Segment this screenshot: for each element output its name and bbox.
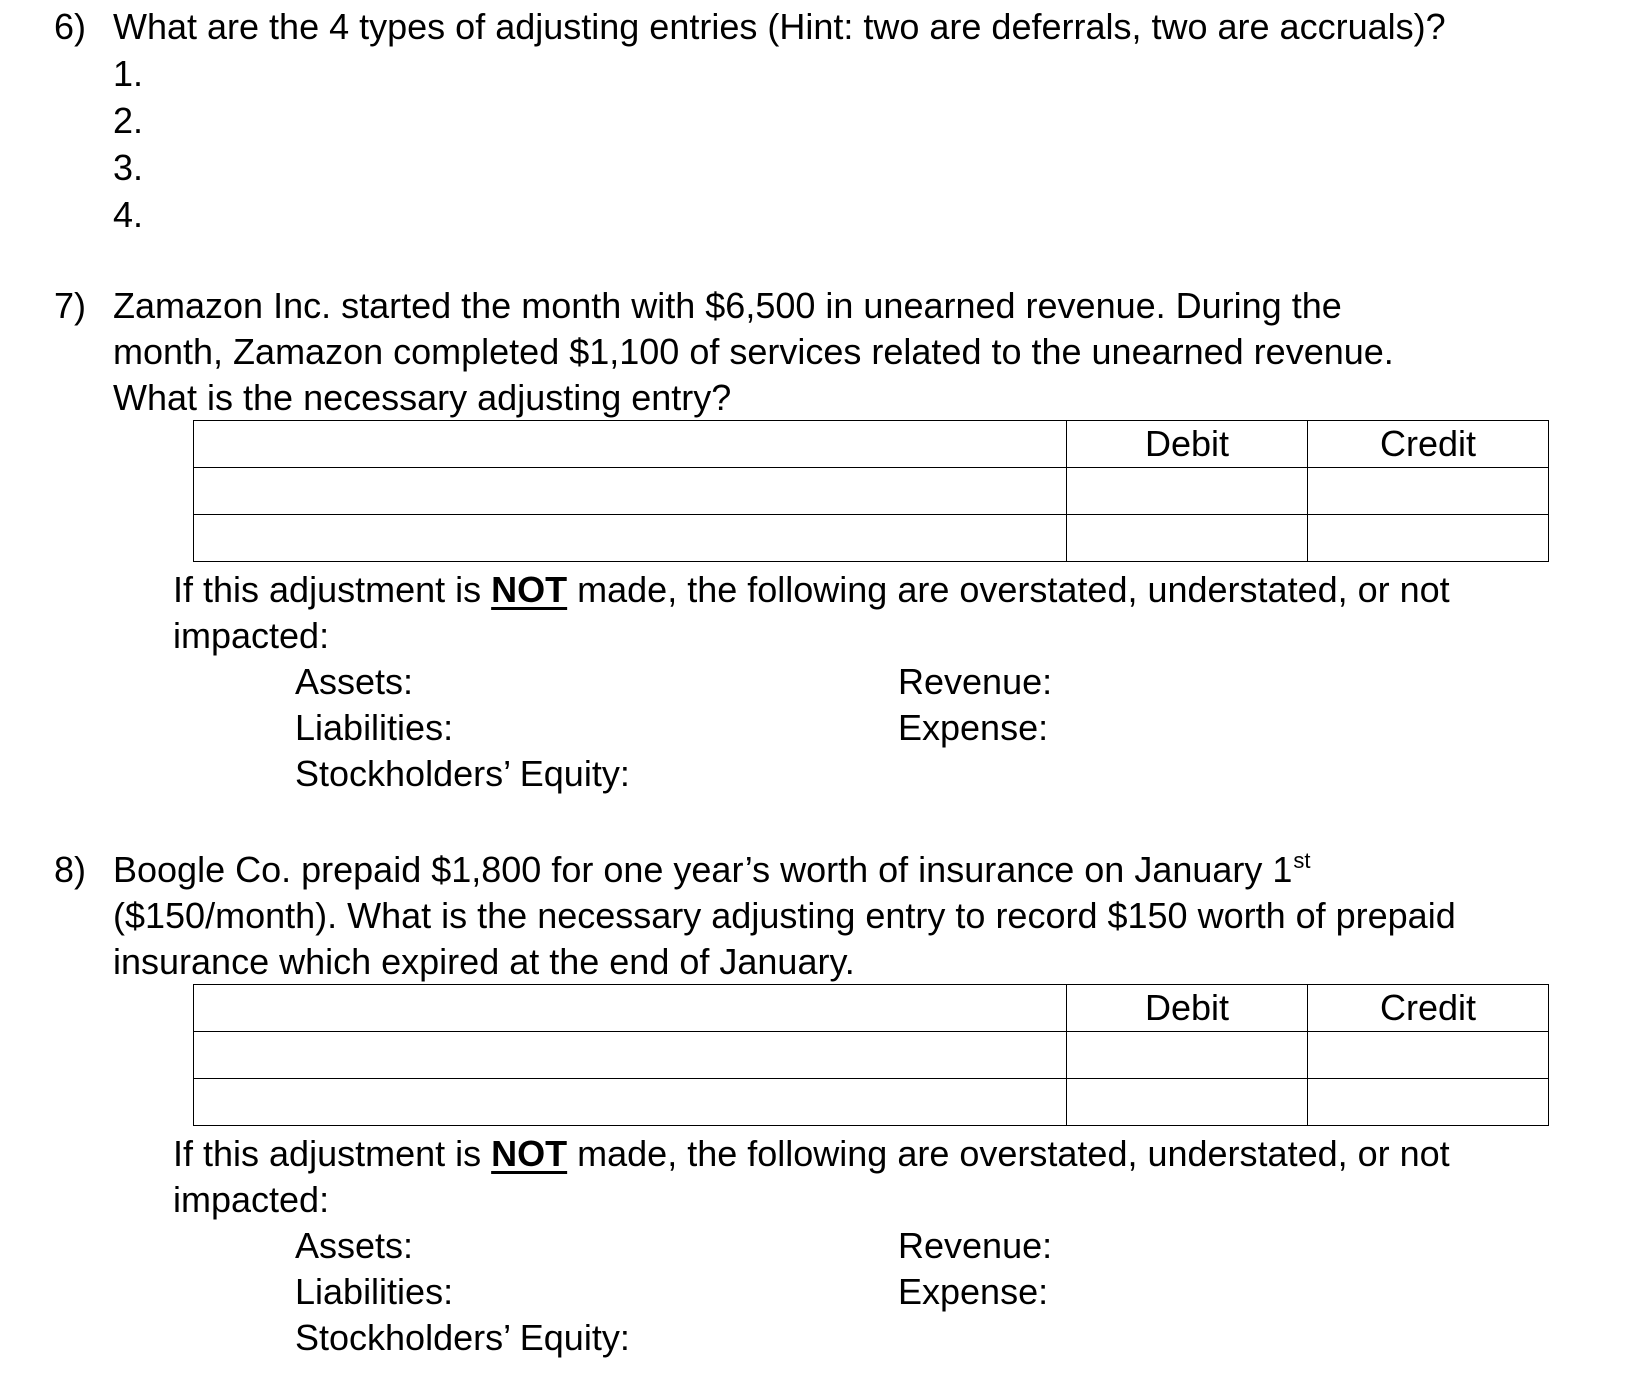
q8-journal-table — [193, 984, 1549, 1126]
credit-cell[interactable] — [1308, 1079, 1549, 1126]
credit-cell[interactable] — [1308, 468, 1549, 515]
q8-assets-label: Assets: — [295, 1225, 414, 1266]
account-cell[interactable] — [194, 1079, 1067, 1126]
q8-line-1 — [113, 847, 1311, 898]
q8-liabilities-label: Liabilities: — [295, 1271, 454, 1312]
q7-journal-table — [193, 420, 1549, 562]
q7-number: 7) — [54, 285, 87, 326]
q8-impact-not: NOT — [491, 1133, 568, 1174]
credit-header: Credit — [1308, 985, 1549, 1032]
table-row — [194, 1032, 1549, 1079]
q7-line-1: Zamazon Inc. started the month with $6,500 in unearned revenue. During the — [113, 285, 1342, 326]
account-cell[interactable] — [194, 985, 1067, 1032]
table-row — [194, 985, 1549, 1032]
debit-header: Debit — [1067, 985, 1308, 1032]
q8-impact-prefix: If this adjustment is — [173, 1133, 492, 1174]
q7-liabilities-label: Liabilities: — [295, 707, 454, 748]
credit-header: Credit — [1308, 421, 1549, 468]
q7-impact-prefix: If this adjustment is — [173, 569, 492, 610]
account-cell[interactable] — [194, 421, 1067, 468]
q6-item-1: 1. — [113, 53, 144, 94]
debit-cell[interactable] — [1067, 1079, 1308, 1126]
q6-question: What are the 4 types of adjusting entries (Hint: two are deferrals, two are accruals)? — [113, 6, 1446, 47]
q7-impact-not: NOT — [491, 569, 568, 610]
q6-number: 6) — [54, 6, 87, 47]
q8-impact-line — [173, 1131, 1450, 1177]
q8-equity-label: Stockholders’ Equity: — [295, 1317, 630, 1358]
account-cell[interactable] — [194, 1032, 1067, 1079]
q6-item-4: 4. — [113, 194, 144, 235]
q7-equity-label: Stockholders’ Equity: — [295, 753, 630, 794]
q7-line-3: What is the necessary adjusting entry? — [113, 377, 732, 418]
q8-line-3: insurance which expired at the end of January. — [113, 941, 855, 982]
q7-line-2: month, Zamazon completed $1,100 of services related to the unearned revenue. — [113, 331, 1394, 372]
q8-number: 8) — [54, 849, 87, 890]
q7-revenue-label: Revenue: — [898, 661, 1053, 702]
q8-line-1-main: Boogle Co. prepaid $1,800 for one year’s worth of insurance on January 1 — [113, 849, 1293, 890]
credit-cell[interactable] — [1308, 515, 1549, 562]
q8-revenue-label: Revenue: — [898, 1225, 1053, 1266]
debit-cell[interactable] — [1067, 468, 1308, 515]
account-cell[interactable] — [194, 515, 1067, 562]
table-row — [194, 421, 1549, 468]
debit-header: Debit — [1067, 421, 1308, 468]
table-row — [194, 1079, 1549, 1126]
debit-cell[interactable] — [1067, 515, 1308, 562]
table-row — [194, 515, 1549, 562]
q7-impact-suffix: made, the following are overstated, understated, or not — [567, 569, 1450, 610]
q8-line-2: ($150/month). What is the necessary adjusting entry to record $150 worth of prepaid — [113, 895, 1456, 936]
q7-assets-label: Assets: — [295, 661, 414, 702]
q7-impact-line-2: impacted: — [173, 615, 330, 656]
q7-impact-line — [173, 567, 1450, 613]
q6-item-2: 2. — [113, 100, 144, 141]
q8-expense-label: Expense: — [898, 1271, 1049, 1312]
debit-cell[interactable] — [1067, 1032, 1308, 1079]
q8-line-1-sup: st — [1293, 848, 1311, 873]
credit-cell[interactable] — [1308, 1032, 1549, 1079]
q8-impact-line-2: impacted: — [173, 1179, 330, 1220]
account-cell[interactable] — [194, 468, 1067, 515]
q7-expense-label: Expense: — [898, 707, 1049, 748]
table-row — [194, 468, 1549, 515]
q8-impact-suffix: made, the following are overstated, understated, or not — [567, 1133, 1450, 1174]
q6-item-3: 3. — [113, 147, 144, 188]
